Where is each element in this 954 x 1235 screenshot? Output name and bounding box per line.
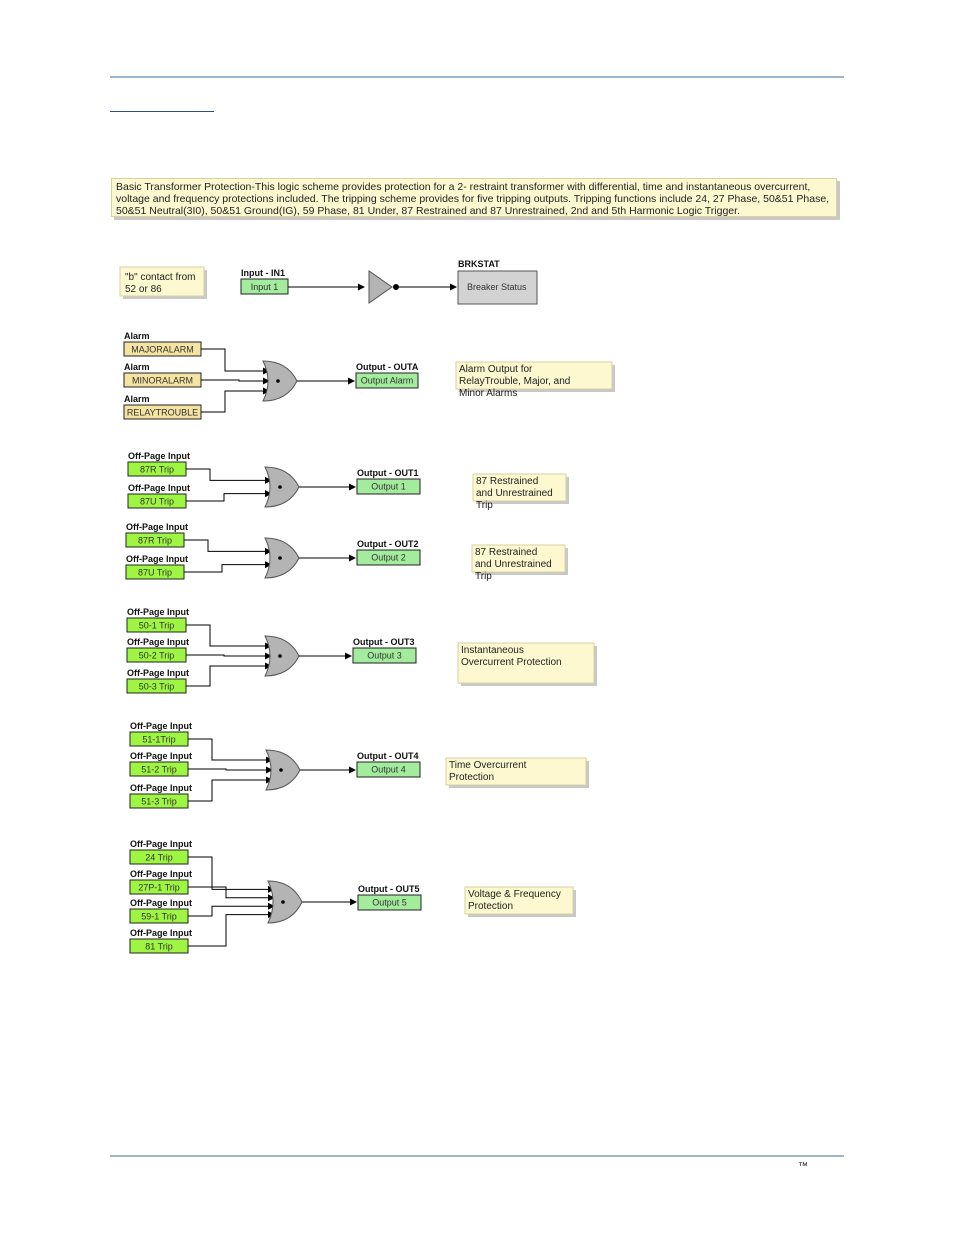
input-header: Off-Page Input — [128, 451, 190, 461]
logic-groups — [124, 331, 615, 953]
input-wire — [186, 655, 271, 656]
input-label: MINORALARM — [131, 375, 194, 386]
breaker-row — [120, 259, 537, 304]
breaker-status-header: BRKSTAT — [458, 259, 500, 269]
breaker-status-label: Breaker Status — [467, 282, 527, 292]
input-header: Off-Page Input — [130, 928, 192, 938]
note-text: 87 Restrained and Unrestrained Trip — [476, 476, 553, 511]
input-wire — [201, 349, 269, 371]
input-wire — [188, 780, 272, 801]
input-label: 24 Trip — [145, 852, 173, 863]
output-label: Output 3 — [367, 650, 402, 661]
breaker-input-label: Input 1 — [250, 282, 279, 292]
or-gate-dot — [278, 485, 282, 489]
input-wire — [184, 540, 271, 551]
input-label: 87R Trip — [137, 535, 173, 546]
input-wire — [184, 565, 271, 572]
input-wire — [188, 739, 272, 760]
input-label: 59-1 Trip — [141, 911, 177, 922]
input-header: Off-Page Input — [130, 721, 192, 731]
input-label: RELAYTROUBLE — [126, 407, 199, 418]
footer-rule — [110, 1155, 844, 1157]
input-header: Off-Page Input — [130, 839, 192, 849]
input-wire — [186, 469, 271, 480]
or-gate-dot — [276, 379, 280, 383]
input-label: 27P-1 Trip — [138, 882, 180, 893]
input-label: 50-1 Trip — [138, 620, 175, 631]
input-wire — [201, 391, 269, 412]
input-label: 87U Trip — [139, 496, 175, 507]
scheme-description: Basic Transformer Protection-This logic scheme provides protection for a 2- restraint transformer with differential, time and instantaneous overcurrent, voltage and frequency protections included. The tripping scheme provides for five tripping outputs. Tripping functions include 24, 27 Phase, 50&51 Phase, 50&51 Neutral(3I0), 50&51 Ground(IG), 59 Phase, 81 Under, 87 Restrained and 87 Unrestrained, 2nd and 5th Harmonic Logic Trigger. — [111, 178, 837, 217]
input-wire — [186, 625, 271, 646]
output-header: Output - OUT2 — [357, 539, 419, 549]
logic-group — [128, 451, 569, 511]
input-header: Alarm — [124, 394, 150, 404]
breaker-input-header: Input - IN1 — [241, 268, 285, 278]
input-wire — [188, 857, 274, 889]
input-label: 51-2 Trip — [141, 764, 177, 775]
input-header: Off-Page Input — [130, 783, 192, 793]
note-text: Instantaneous Overcurrent Protection — [461, 645, 562, 668]
input-header: Off-Page Input — [126, 554, 188, 564]
output-label: Output 5 — [372, 897, 407, 908]
output-label: Output 1 — [371, 481, 406, 492]
or-gate-dot — [278, 654, 282, 658]
trademark-mark: ™ — [798, 1161, 808, 1172]
note-text: Alarm Output for RelayTrouble, Major, and Minor Alarms — [459, 364, 571, 399]
output-label: Output 4 — [371, 764, 406, 775]
input-header: Off-Page Input — [127, 637, 189, 647]
input-wire — [201, 380, 269, 381]
or-gate-dot — [279, 768, 283, 772]
logic-group — [126, 522, 568, 582]
output-header: Output - OUT5 — [358, 884, 420, 894]
logic-group — [130, 839, 576, 953]
input-label: 51-3 Trip — [141, 796, 177, 807]
input-label: 51-1Trip — [142, 734, 176, 745]
input-header: Off-Page Input — [127, 668, 189, 678]
or-gate — [263, 361, 297, 401]
input-label: 81 Trip — [145, 941, 173, 952]
breaker-note-text: "b" contact from 52 or 86 — [125, 272, 196, 295]
input-wire — [188, 915, 274, 946]
or-gate — [268, 881, 302, 923]
output-header: Output - OUT3 — [353, 637, 415, 647]
logic-group — [127, 607, 597, 693]
input-wire — [186, 494, 271, 501]
input-header: Off-Page Input — [130, 869, 192, 879]
input-label: 50-3 Trip — [138, 681, 175, 692]
input-header: Alarm — [124, 331, 150, 341]
not-gate-bubble — [393, 284, 399, 290]
input-label: MAJORALARM — [131, 344, 194, 355]
note-text: Time Overcurrent Protection — [449, 760, 527, 783]
or-gate-dot — [281, 900, 285, 904]
or-gate-dot — [278, 556, 282, 560]
or-gate — [265, 467, 299, 507]
output-label: Output 2 — [371, 552, 406, 563]
input-header: Off-Page Input — [130, 898, 192, 908]
input-wire — [186, 666, 271, 686]
note-text: Voltage & Frequency Protection — [468, 889, 561, 912]
input-header: Off-Page Input — [126, 522, 188, 532]
output-header: Output - OUT4 — [357, 751, 419, 761]
input-label: 87R Trip — [139, 464, 175, 475]
output-header: Output - OUTA — [356, 362, 419, 372]
note-text: 87 Restrained and Unrestrained Trip — [475, 547, 552, 582]
logic-group — [130, 721, 589, 808]
or-gate — [265, 538, 299, 578]
input-label: 87U Trip — [137, 567, 173, 578]
input-header: Alarm — [124, 362, 150, 372]
output-label: Output Alarm — [360, 375, 414, 386]
or-gate — [265, 636, 299, 676]
input-header: Off-Page Input — [127, 607, 189, 617]
logic-group — [124, 331, 615, 419]
input-header: Off-Page Input — [130, 751, 192, 761]
or-gate — [266, 750, 300, 790]
input-wire — [188, 769, 272, 770]
output-header: Output - OUT1 — [357, 468, 419, 478]
input-label: 50-2 Trip — [138, 650, 175, 661]
not-gate — [369, 271, 392, 303]
input-header: Off-Page Input — [128, 483, 190, 493]
input-wire — [188, 887, 274, 898]
